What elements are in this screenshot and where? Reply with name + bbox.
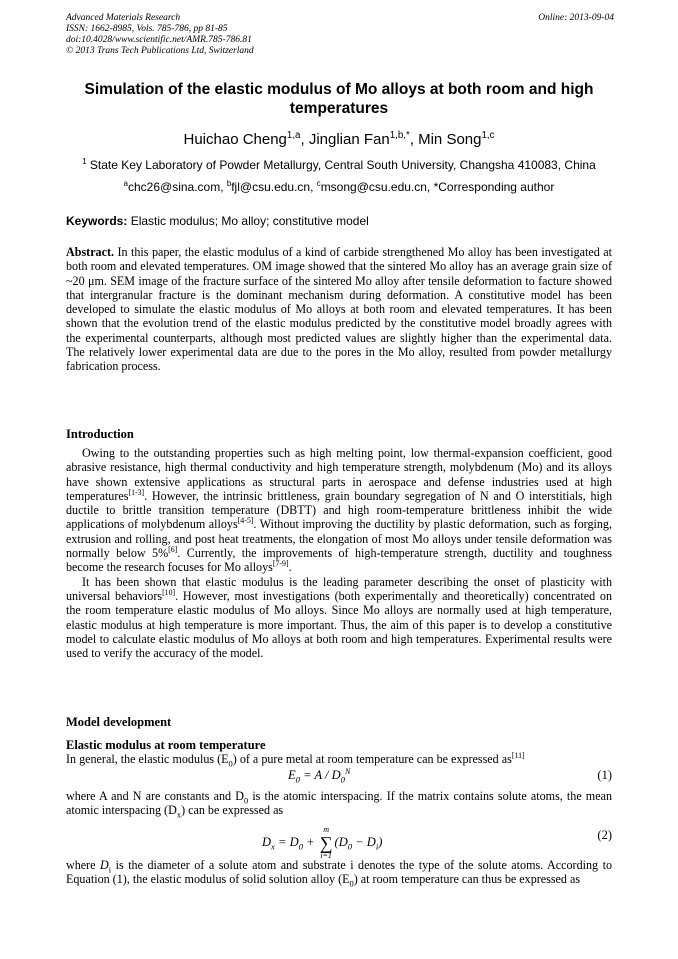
text-run: . Without improving the ductility by plastic deformation, such as forging, extrusion and rolling, and post heat treatments, the elongation of most Mo alloys under tensile deformation was normally below 5% (66, 517, 612, 561)
text-run: ) can be expressed as (181, 803, 284, 818)
journal-name: Advanced Materials Research (66, 13, 181, 23)
citation[interactable]: [6] (168, 545, 178, 555)
online-date: Online: 2013-09-04 (538, 13, 614, 23)
introduction-body (66, 446, 612, 660)
superscript: N (345, 766, 351, 776)
email-link[interactable]: msong@csu.edu.cn, *Corresponding author (320, 180, 555, 194)
subscript: 0 (298, 841, 304, 852)
abstract-label: Abstract. (66, 245, 115, 259)
affiliation-number: 1 (82, 157, 87, 166)
citation[interactable]: [10] (162, 587, 176, 597)
email-mark: a (123, 179, 128, 188)
paragraph (66, 858, 612, 887)
text-run: . Currently, the improvements of high-temperature strength, ductility and toughness become the research focuses for Mo alloys (66, 546, 612, 575)
affiliation-text: State Key Laboratory of Powder Metallurgy, Central South University, Changsha 410083, China (89, 158, 596, 172)
subscript: 0 (340, 774, 346, 785)
paragraph (66, 789, 612, 818)
abstract-text: In this paper, the elastic modulus of a kind of carbide strengthened Mo alloy has been investigated at both room and elevated temperatures. OM image showed that the sintered Mo alloy has an average grain size of ~20 μm. SEM image of the fracture surface of the sintered Mo alloy after tensile deformation to facture showed that intergranular fracture is the dominant mechanism during deformation. A constitutive model has been developed to simulate the elastic modulus of Mo alloys at both room and elevated temperatures. It has been shown that the evolution trend of the elastic modulus predicted by the constitutive model broadly agrees with the experimental counterparts, although most predicted values are slightly higher than the experimental data. The relatively lower experimental data are due to the pores in the Mo alloy, resulted from powder metallurgy fabrication process. (66, 245, 612, 374)
citation[interactable]: [1-3] (128, 487, 145, 497)
citation[interactable]: [4-5] (237, 516, 254, 526)
author-line (66, 131, 612, 149)
summation-lower-limit: i=1 (320, 851, 332, 860)
equation-body (262, 826, 382, 860)
paragraph (66, 575, 612, 661)
keywords-text: Elastic modulus; Mo alloy; constitutive model (127, 214, 369, 228)
math-symbol: ) (378, 834, 383, 849)
equation-1 (66, 768, 612, 786)
affiliation (66, 158, 612, 173)
abstract (66, 245, 612, 374)
keywords-label: Keywords: (66, 214, 128, 228)
text-run: . (288, 560, 292, 575)
text-run: is the atomic interspacing. If the matrix contains solute atoms, the mean atomic interspacing (D (66, 789, 613, 818)
math-symbol: − D (352, 834, 376, 849)
citation[interactable]: [7-9] (272, 559, 289, 569)
author-separator: , (300, 131, 309, 148)
text-run: It has been shown that elastic modulus is the leading parameter describing the onset of plasticity with universal behaviors (66, 574, 612, 603)
subscript: 0 (347, 841, 353, 852)
issn-line: ISSN: 1662-8985, Vols. 785-786, pp 81-85 (66, 24, 228, 34)
author-affil-mark: 1,c (481, 130, 495, 141)
summation-upper-limit: m (323, 825, 330, 834)
math-symbol: (D (334, 834, 348, 849)
summation-symbol: ∑ (319, 833, 333, 853)
text-run: where (66, 858, 101, 872)
equation-body (288, 768, 350, 783)
text-run: Owing to the outstanding properties such as high melting point, low thermal-expansion coefficient, good abrasive resistance, high thermal conductivity and high temperature strength, molybdenum (Mo) and its alloys have shown extensive applications as structural parts in aerospace and defense industries used at high temperatures (66, 446, 612, 503)
subscript: x (271, 841, 275, 852)
subscript: 0 (295, 774, 301, 785)
email-link[interactable]: fjl@csu.edu.cn, (231, 180, 317, 194)
section-heading-model: Model development (66, 715, 172, 729)
text-run: ) at room temperature can thus be expressed as (353, 872, 581, 887)
author-name: Min Song (418, 131, 482, 148)
journal-header (66, 13, 254, 57)
copyright-line: © 2013 Trans Tech Publications Ltd, Switzerland (66, 46, 254, 56)
subscript: 0 (228, 758, 233, 769)
subscript: x (176, 809, 182, 820)
subscript: i (108, 864, 112, 875)
math-symbol: + (303, 834, 318, 849)
equation-number: (1) (597, 768, 612, 782)
author-name: Jinglian Fan (308, 131, 390, 148)
paper-title: Simulation of the elastic modulus of Mo alloys at both room and high temperatures (84, 81, 594, 117)
text-run: . However, the intrinsic brittleness, grain boundary segregation of N and O interstitials, high ductile to brittle transition temperature (DBTT) and high room-temperature brittleness inhibit the wide applications of molybdenum alloys (66, 488, 612, 532)
equation-number: (2) (597, 828, 612, 842)
author-separator: , (409, 131, 419, 148)
text-run: . However, most investigations (both experimentally and theoretically) concentrated on the room temperature elastic modulus of Mo alloys. Since Mo alloys are normally used at high temperature, elastic modulus at high temperature is more important. Thus, the aim of this paper is to develop a constitutive model to calculate elastic modulus of Mo alloys at both room and high temperatures. Experimental results were used to verify the accuracy of the model. (66, 588, 612, 661)
author-affil-mark: 1,b,* (389, 130, 410, 141)
subsection-heading-elastic: Elastic modulus at room temperature (66, 738, 266, 752)
math-symbol: D (100, 858, 109, 872)
doi-line[interactable]: doi:10.4028/www.scientific.net/AMR.785-786.81 (66, 35, 252, 45)
text-run: ) of a pure metal at room temperature can be expressed as (232, 752, 512, 766)
text-run: where A and N are constants and D (66, 789, 244, 803)
text-run: In general, the elastic modulus (E (66, 752, 229, 766)
math-symbol: D (262, 834, 272, 849)
keywords (66, 214, 612, 229)
subscript: i (375, 841, 379, 852)
math-symbol: = D (274, 834, 299, 849)
section-heading-introduction: Introduction (66, 427, 134, 441)
subscript: 0 (349, 878, 354, 889)
paragraph (66, 446, 612, 575)
subscript: 0 (243, 795, 249, 806)
author-emails (66, 180, 612, 195)
math-symbol: E (288, 768, 296, 782)
email-mark: c (316, 179, 321, 188)
equation-2 (66, 818, 612, 858)
citation[interactable]: [11] (511, 750, 525, 760)
text-run: is the diameter of a solute atom and substrate i denotes the type of the solute atoms. According to Equation (1), the elastic modulus of solid solution alloy (E (66, 858, 612, 887)
author-affil-mark: 1,a (286, 130, 301, 141)
email-mark: b (226, 179, 232, 188)
summation-sign (320, 826, 333, 860)
email-link[interactable]: chc26@sina.com, (127, 180, 227, 194)
math-symbol: = A / D (300, 768, 341, 782)
author-name: Huichao Cheng (183, 131, 287, 148)
paragraph (66, 750, 612, 769)
